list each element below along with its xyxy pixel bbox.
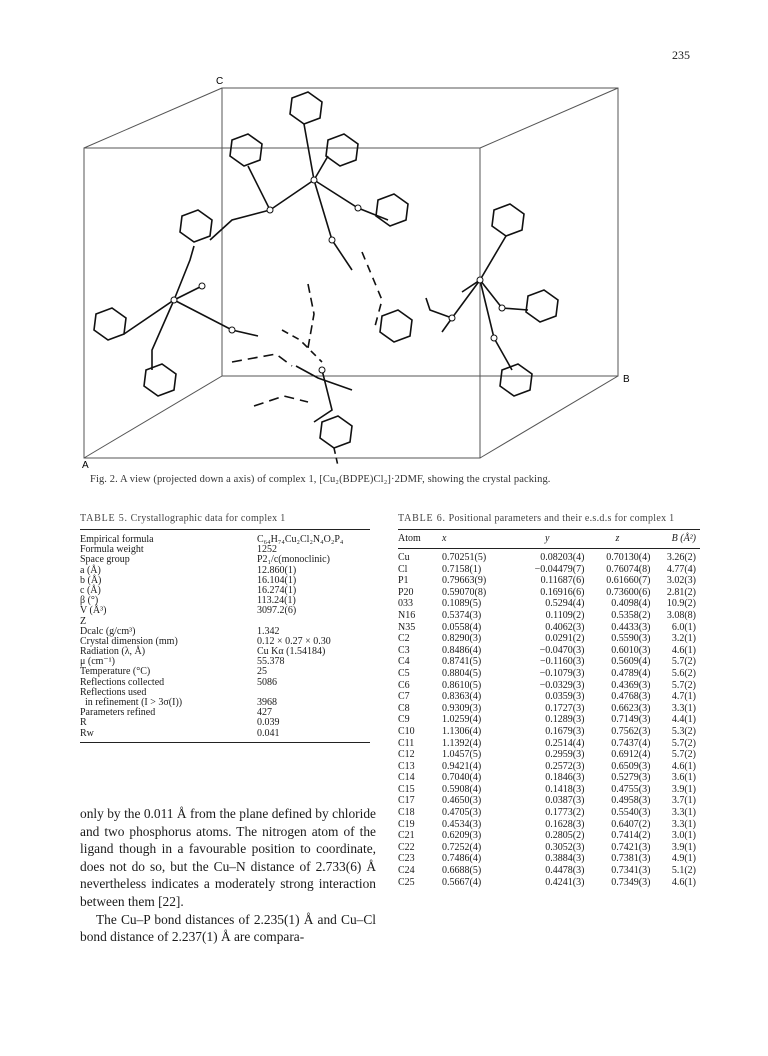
z-cell: 0.6623(3) [611,702,651,714]
table5-value: 1.342 [257,625,280,637]
z-cell: 0.70130(4) [606,552,651,563]
table6-row [398,680,700,692]
z-cell: 0.7437(4) [611,737,651,749]
table5-row [80,708,370,718]
atom-cell: C23 [398,853,415,865]
z-cell: 0.4098(4) [611,598,651,610]
table5-value: 3968 [257,697,277,708]
z-cell: 0.4369(3) [611,679,651,691]
table6-row [398,598,700,610]
b-cell: 3.0(1) [671,830,696,842]
z-cell: 0.5540(3) [611,807,651,819]
x-cell: 0.59070(8) [442,586,487,598]
table5-label: Rw [80,727,94,739]
table5-label: c (Å) [80,584,101,596]
table5-label: R [80,717,87,729]
z-cell: 0.7341(3) [611,865,651,877]
y-cell: 0.1846(3) [545,772,585,784]
table5-label: Parameters refined [80,707,156,719]
b-cell: 3.02(3) [666,575,696,587]
x-cell: 0.9309(3) [442,702,482,714]
z-cell: 0.7421(3) [611,841,651,853]
x-cell: 0.8290(3) [442,633,482,645]
z-cell: 0.4755(3) [611,783,651,795]
x-cell: 0.4534(3) [442,818,482,830]
header-z: z [615,533,620,545]
y-cell: 0.4478(3) [545,865,585,877]
x-cell: 0.6688(5) [442,865,482,877]
table6-row [398,749,700,761]
atom-cell: C19 [398,818,415,830]
z-cell: 0.6407(2) [611,818,651,830]
table5-label: Space group [80,554,130,566]
x-cell: 0.4650(3) [442,795,482,807]
y-cell: 0.5294(4) [545,598,585,610]
table6-row [398,830,700,842]
table5 [80,513,370,743]
b-cell: 4.7(1) [671,691,696,703]
x-cell: 0.1089(5) [442,598,482,610]
z-cell: 0.5279(3) [611,772,651,784]
table5-label: Empirical formula [80,534,154,545]
table5-row [80,647,370,657]
table5-value: 427 [257,707,272,719]
atom-cell: P1 [398,575,409,587]
x-cell: 1.0457(5) [442,749,482,761]
x-cell: 0.8486(4) [442,644,482,656]
atom-cell: C24 [398,865,415,877]
y-cell: 0.1418(3) [545,783,585,795]
b-cell: 3.08(8) [666,609,696,621]
y-cell: 0.2959(3) [545,749,585,761]
b-cell: 5.7(2) [671,656,696,668]
axis-label-a: A [82,460,89,470]
y-cell: −0.04479(7) [534,563,585,575]
atom-cell: C13 [398,760,415,772]
table5-label: Radiation (λ, Å) [80,646,146,658]
x-cell: 0.9421(4) [442,760,482,772]
table5-title: Crystallographic data for complex 1 [130,513,286,524]
x-cell: 0.70251(5) [442,552,487,563]
atom-cell: C12 [398,749,415,761]
table5-value: 3097.2(6) [257,605,297,617]
y-cell: 0.1109(2) [545,609,585,621]
x-cell: 0.0558(4) [442,621,482,633]
b-cell: 6.0(1) [671,621,696,633]
y-cell: 0.1679(3) [545,725,585,737]
b-cell: 4.9(1) [671,853,696,865]
atom-cell: C2 [398,633,410,645]
z-cell: 0.5358(2) [611,609,651,621]
table6-row [398,807,700,819]
table5-value: 55.378 [257,656,285,668]
table5-label: Formula weight [80,544,144,556]
atom-cell: C25 [398,876,415,888]
b-cell: 4.6(1) [671,876,696,888]
atom-cell: C5 [398,667,410,679]
y-cell: 0.1727(3) [545,702,585,714]
atom-cell: 033 [398,598,413,610]
table5-value: 25 [257,666,267,678]
table6-row [398,761,700,773]
table6-row [398,668,700,680]
table5-row [80,566,370,576]
b-cell: 3.9(1) [671,783,696,795]
table5-value: 12.860(1) [257,564,297,576]
z-cell: 0.7562(3) [611,725,651,737]
y-cell: 0.1773(2) [545,807,585,819]
table6-number: TABLE 6. [398,513,446,524]
x-cell: 0.5667(4) [442,876,482,888]
table5-row [80,596,370,606]
table6-row [398,622,700,634]
table6-row [398,610,700,622]
table6-row [398,853,700,865]
table6-row [398,795,700,807]
atom-cell: P20 [398,586,414,598]
table6-header-row [398,530,700,549]
z-cell: 0.7381(3) [611,853,651,865]
y-cell: −0.0329(3) [539,679,585,691]
table6-row [398,842,700,854]
b-cell: 3.26(2) [666,552,696,563]
table6-row [398,865,700,877]
atom-cell: C8 [398,702,410,714]
atom-cell: C17 [398,795,415,807]
table5-label: Dcalc (g/cm³) [80,625,136,637]
table6-row [398,564,700,576]
table5-value: 0.12 × 0.27 × 0.30 [257,635,331,647]
table5-value: 113.24(1) [257,595,296,607]
axis-label-b: B [623,374,630,385]
b-cell: 4.6(1) [671,644,696,656]
b-cell: 3.6(1) [671,772,696,784]
table5-value: 0.041 [257,727,280,739]
table5-value: 16.274(1) [257,584,297,596]
atom-cell: C3 [398,644,410,656]
table6-row [398,575,700,587]
y-cell: 0.11687(6) [540,575,585,587]
table5-label: in refinement (I > 3σ(I)) [80,697,183,708]
x-cell: 0.6209(3) [442,830,482,842]
table6 [398,513,700,888]
unit-cell-box [84,88,618,458]
z-cell: 0.6912(4) [611,749,651,761]
y-cell: 0.4241(3) [545,876,585,888]
table5-value: 5086 [257,676,277,688]
table5-label: μ (cm⁻¹) [80,656,116,668]
x-cell: 0.7158(1) [442,563,482,575]
atom-cell: C9 [398,714,410,726]
table5-label: β (°) [80,595,99,607]
z-cell: 0.6509(3) [611,760,651,772]
header-x: x [442,533,447,545]
table5-row [80,555,370,565]
table5-body [80,535,370,739]
table5-number: TABLE 5. [80,513,128,524]
atom-cell: C11 [398,737,415,749]
table5-row [80,729,370,739]
b-cell: 3.2(1) [671,633,696,645]
table6-row [398,819,700,831]
z-cell: 0.4789(4) [611,667,651,679]
x-cell: 0.7486(4) [442,853,482,865]
atom-cell: Cl [398,563,408,575]
b-cell: 4.77(4) [666,563,696,575]
table5-label: Crystal dimension (mm) [80,635,178,647]
b-cell: 3.7(1) [671,795,696,807]
y-cell: 0.2572(3) [545,760,585,772]
table5-row [80,586,370,596]
x-cell: 0.7040(4) [442,772,482,784]
b-cell: 5.7(2) [671,737,696,749]
table5-bottom-rule [80,742,370,743]
table6-row [398,691,700,703]
x-cell: 1.1306(4) [442,725,482,737]
z-cell: 0.7414(2) [611,830,651,842]
crystal-packing-figure [82,70,692,470]
x-cell: 0.79663(9) [442,575,487,587]
y-cell: 0.2805(2) [545,830,585,842]
page-number: 235 [672,48,690,62]
z-cell: 0.76074(8) [606,563,651,575]
table6-row [398,714,700,726]
z-cell: 0.5609(4) [611,656,651,668]
y-cell: 0.2514(4) [545,737,585,749]
table5-label: b (Å) [80,574,102,586]
table6-caption [398,513,700,524]
table5-label: Reflections collected [80,676,165,688]
x-cell: 1.1392(4) [442,737,482,749]
z-cell: 0.7349(3) [611,876,651,888]
table6-row [398,877,700,889]
table5-label: a (Å) [80,564,101,576]
table5-value: Cu Kα (1.54184) [257,646,326,658]
z-cell: 0.5590(3) [611,633,651,645]
table5-label: Z [80,615,87,627]
y-cell: 0.4062(3) [545,621,585,633]
table5-value: P2₁/c(monoclinic) [257,554,330,566]
x-cell: 0.8363(4) [442,691,482,703]
figure-caption: Fig. 2. A view (projected down a axis) of complex 1, [Cu₂(BDPE)Cl₂]·2DMF, showing the crystal packing. [90,474,551,485]
atom-cell: C10 [398,725,415,737]
table6-title: Positional parameters and their e.s.d.s for complex 1 [448,513,675,524]
z-cell: 0.4433(3) [611,621,651,633]
b-cell: 5.7(2) [671,679,696,691]
atom-cell: N16 [398,609,416,621]
table6-row [398,726,700,738]
y-cell: 0.0291(2) [545,633,585,645]
b-cell: 3.3(1) [671,818,696,830]
y-cell: 0.08203(4) [540,552,585,563]
y-cell: 0.1289(3) [545,714,585,726]
table5-caption [80,513,370,524]
y-cell: 0.3052(3) [545,841,585,853]
b-cell: 10.9(2) [666,598,696,610]
header-atom: Atom [398,533,421,545]
atom-cell: Cu [398,552,410,563]
y-cell: 0.16916(6) [540,586,585,598]
atom-cell: C21 [398,830,415,842]
y-cell: 0.0387(3) [545,795,585,807]
b-cell: 5.3(2) [671,725,696,737]
table6-row [398,587,700,599]
table5-row [80,718,370,728]
y-cell: 0.3884(3) [545,853,585,865]
b-cell: 2.81(2) [666,586,696,598]
b-cell: 4.6(1) [671,760,696,772]
table6-row [398,633,700,645]
table5-value: 0.039 [257,717,280,729]
x-cell: 0.4705(3) [442,807,482,819]
atom-markers [171,177,505,373]
atom-cell: C22 [398,841,415,853]
header-y: y [544,533,550,545]
y-cell: −0.1160(3) [539,656,585,668]
atom-cell: C18 [398,807,415,819]
table6-row [398,784,700,796]
b-cell: 3.3(1) [671,702,696,714]
y-cell: 0.0359(3) [545,691,585,703]
atom-cell: C4 [398,656,410,668]
x-cell: 0.8610(5) [442,679,482,691]
atom-cell: C6 [398,679,410,691]
table5-value: C₆₄H₇₄Cu₂Cl₂N₄O₂P₄ [257,534,344,545]
z-cell: 0.6010(3) [611,644,651,656]
body-text [80,805,376,946]
axis-label-c: C [216,76,224,87]
table5-row [80,606,370,616]
z-cell: 0.73600(6) [606,586,651,598]
y-cell: −0.0470(3) [539,644,585,656]
table6-row [398,552,700,564]
table5-value: 16.104(1) [257,574,297,586]
b-cell: 3.9(1) [671,841,696,853]
z-cell: 0.4768(3) [611,691,651,703]
body-paragraph-1: only by the 0.011 Å from the plane defined by chloride and two phosphorus atoms. The nitrogen atom of the ligand though in a favourable position to coordinate, does not do so, but the Cu–N distance of 2.733(6) Å nevertheless indicates a moderately strong interaction between them [22]. [80,806,376,909]
x-cell: 1.0259(4) [442,714,482,726]
table6-row [398,703,700,715]
x-cell: 0.8741(5) [442,656,482,668]
table6-row [398,772,700,784]
x-cell: 0.8804(5) [442,667,482,679]
b-cell: 5.1(2) [671,865,696,877]
table5-value: 1252 [257,544,277,556]
header-b: B (Å²) [671,533,696,545]
b-cell: 5.7(2) [671,749,696,761]
table6-row [398,738,700,750]
table5-label: Temperature (°C) [80,666,151,678]
body-paragraph-2: The Cu–P bond distances of 2.235(1) Å and Cu–Cl bond distance of 2.237(1) Å are compara- [80,911,376,945]
y-cell: −0.1079(3) [539,667,585,679]
x-cell: 0.7252(4) [442,841,482,853]
table5-label: V (Å³) [80,605,107,617]
b-cell: 4.4(1) [671,714,696,726]
table6-grid [398,530,700,888]
table6-row [398,645,700,657]
b-cell: 3.3(1) [671,807,696,819]
b-cell: 5.6(2) [671,667,696,679]
table6-body [398,552,700,888]
table5-row [80,576,370,586]
z-cell: 0.7149(3) [611,714,651,726]
x-cell: 0.5908(4) [442,783,482,795]
table6-row [398,656,700,668]
z-cell: 0.4958(3) [611,795,651,807]
x-cell: 0.5374(3) [442,609,482,621]
z-cell: 0.61660(7) [606,575,651,587]
atom-cell: N35 [398,621,416,633]
y-cell: 0.1628(3) [545,818,585,830]
atom-cell: C15 [398,783,415,795]
atom-cell: C14 [398,772,415,784]
atom-cell: C7 [398,691,410,703]
table5-label: Reflections used [80,686,147,698]
